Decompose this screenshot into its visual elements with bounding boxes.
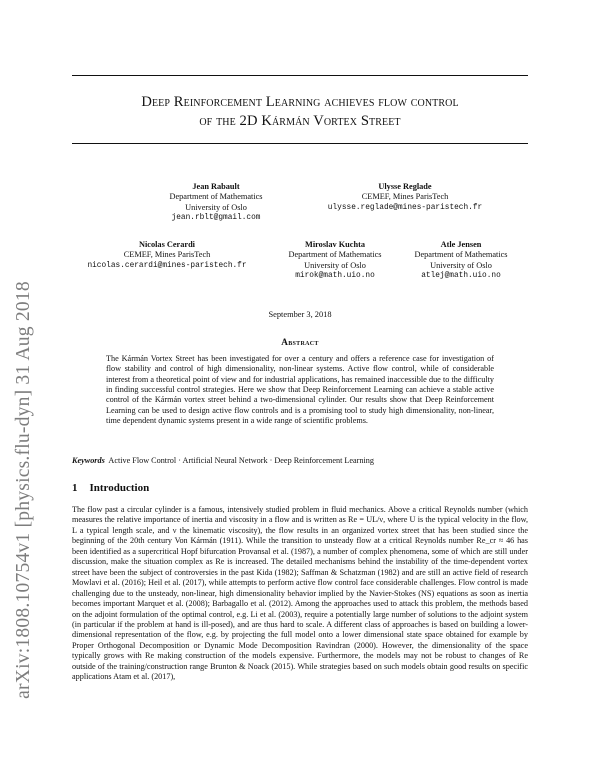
author-affiliation: Department of Mathematics	[288, 250, 382, 260]
author-email[interactable]: ulysse.reglade@mines-paristech.fr	[327, 203, 483, 212]
keywords-text: Active Flow Control · Artificial Neural Network · Deep Reinforcement Learning	[108, 456, 374, 465]
author-institution: University of Oslo	[185, 202, 247, 212]
author-block	[72, 240, 262, 271]
author-institution: University of Oslo	[430, 260, 492, 270]
author-affiliation: Department of Mathematics	[414, 250, 508, 260]
title-bottom-rule	[72, 143, 528, 144]
title-line-1: Deep Reinforcement Learning achieves flow control	[141, 94, 459, 110]
author-institution: University of Oslo	[304, 260, 366, 270]
abstract-heading: Abstract	[281, 337, 319, 347]
author-affiliation: CEMEF, Mines ParisTech	[123, 250, 211, 260]
author-email[interactable]: mirok@math.uio.no	[295, 272, 375, 281]
author-affiliation: Department of Mathematics	[169, 192, 263, 202]
abstract-text: The Kármán Vortex Street has been investigated for over a century and offers a reference case for investigation of flow stability and control of high dimensionality, non-linear systems. Active flow control, while of considerable interest from a theoretical point of view and for industrial applications, has remained inaccessible due to the difficulty in finding successful control strategies. Here we show that Deep Reinforcement Learning can achieve a stable active control of the Kármán vortex street behind a two-dimensional cylinder. Our results show that Deep Reinforcement Learning can be used to design active flow controls and is a promising tool to study high dimensionality, non-linear, time dependent dynamic systems present in a wide range of scientific problems.	[106, 354, 494, 426]
keywords-label: Keywords	[72, 456, 105, 465]
paper-date: September 3, 2018	[268, 310, 332, 319]
title-top-rule	[72, 75, 528, 76]
author-name: Ulysse Reglade	[378, 182, 432, 191]
author-block	[270, 240, 400, 282]
author-name: Atle Jensen	[440, 240, 482, 249]
section-heading	[72, 482, 149, 494]
keywords-line	[72, 456, 528, 465]
author-affiliation: CEMEF, Mines ParisTech	[361, 192, 449, 202]
arxiv-stamp: arXiv:1808.10754v1 [physics.flu-dyn] 31 Aug 2018	[13, 281, 34, 699]
author-name: Miroslav Kuchta	[305, 240, 365, 249]
author-block	[396, 240, 526, 282]
author-block	[300, 182, 510, 213]
author-name: Jean Rabault	[192, 182, 240, 191]
author-email[interactable]: nicolas.cerardi@mines-paristech.fr	[87, 261, 247, 270]
author-email[interactable]: atlej@math.uio.no	[421, 272, 501, 281]
author-block	[136, 182, 296, 224]
title-line-2: of the 2D Kármán Vortex Street	[199, 113, 401, 129]
section-title: Introduction	[89, 482, 150, 494]
paper-title	[60, 93, 540, 131]
section-number: 1	[72, 482, 78, 494]
author-email[interactable]: jean.rblt@gmail.com	[171, 214, 261, 223]
author-name: Nicolas Cerardi	[139, 240, 195, 249]
body-paragraph: The flow past a circular cylinder is a famous, intensively studied problem in fluid mechanics. Above a critical Reynolds number (which measures the relative importance of inertia and viscosity in a flow and is written as Re = UL/ν, where U is the typical velocity in the flow, L a typical length scale, and ν the kinematic viscosity), the flow results in an organized vortex street that has been studied since the beginning of the 20th century Von Kármán (1911). While the transition to unsteady flow at a critical Reynolds number Re_cr ≈ 46 has been identified as a supercritical Hopf bifurcation Provansal et al. (1987), a number of complex phenomena, some of which are still under discussion, make the situation complex as Re is increased. The detailed mechanisms behind the instability of the time-dependent vortex street have been the subject of controversies in the past Kida (1982); Saffman & Schatzman (1982) and are still an active field of research Mowlavi et al. (2016); Heil et al. (2017), while attempts to perform active flow control face considerable challenges. Flow control is made challenging due to the unsteady, non-linear, high dimensionality behavior implied by the Navier-Stokes (NS) equations as soon as inertia becomes important Marquet et al. (2008); Barbagallo et al. (2012). Among the approaches used to attack this problem, the methods based on the adjoint formulation of the optimal control, e.g. Li et al. (2003), require a potentially large number of solutions to the adjoint system (in particular if the problem at hand is ill-posed), and are thus hard to scale. A different class of approaches is based on building a lower-dimensional representation of the flow, e.g. by projecting the full model onto a lower dimensional state space obtained for example by Proper Orthogonal Decomposition or Dynamic Mode Decomposition Ravindran (2000). However, the dimensionality of the space typically grows with Re making construction of the models expensive. Furthermore, the models may not be robust to changes of Re outside of the training/construction range Brunton & Noack (2015). While strategies based on such models obtain good results on specific applications Atam et al. (2017),	[72, 505, 528, 682]
